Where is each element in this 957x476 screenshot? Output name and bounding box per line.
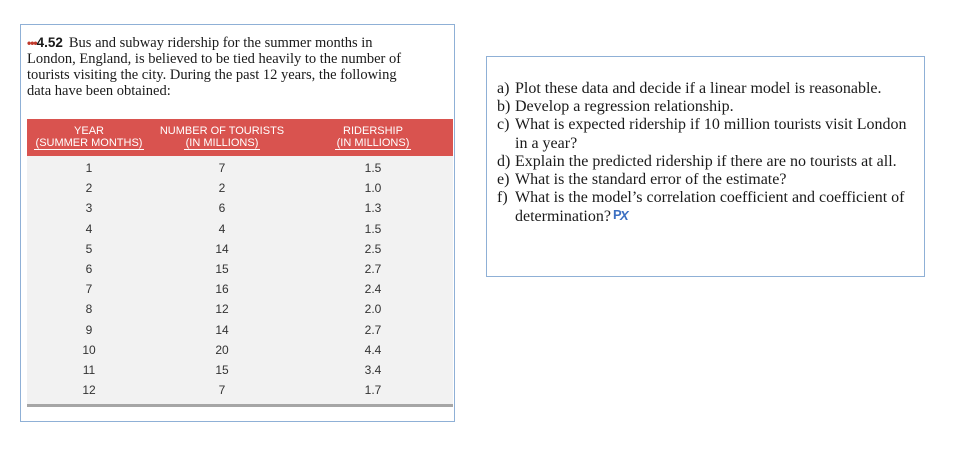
ridership-cell: 4.4 [364, 342, 382, 357]
year-cell: 7 [85, 282, 93, 297]
ridership-table [27, 119, 453, 407]
ridership-cell: 2.7 [364, 262, 382, 277]
table-row [27, 360, 453, 380]
problem-line: Bus and subway ridership for the summer months in [68, 35, 373, 51]
problem-line: data have been obtained: [27, 83, 171, 99]
ridership-cell: 1.5 [364, 221, 382, 236]
questions-card [486, 56, 925, 277]
tourists-cell: 15 [215, 362, 229, 377]
ridership-cell: 1.5 [364, 161, 382, 176]
tourists-cell: 7 [218, 161, 226, 176]
problem-number: 4.52 [36, 35, 63, 50]
table-row [27, 320, 453, 340]
question-item [497, 171, 917, 189]
tourists-cell: 2 [218, 181, 226, 196]
year-cell: 11 [82, 362, 96, 377]
question-item [497, 116, 917, 152]
tourists-cell: 20 [215, 342, 229, 357]
tourists-cell: 16 [215, 282, 229, 297]
year-cell: 6 [85, 262, 93, 277]
year-cell: 12 [82, 383, 96, 398]
problem-line: tourists visiting the city. During the past 12 years, the following [27, 67, 397, 83]
question-item [497, 98, 917, 116]
year-cell: 10 [82, 342, 96, 357]
ridership-cell: 2.7 [364, 322, 382, 337]
year-cell: 5 [85, 241, 93, 256]
question-item [497, 80, 917, 98]
question-text: Plot these data and decide if a linear model is reasonable. [515, 80, 882, 97]
ridership-cell: 2.4 [364, 282, 382, 297]
ridership-cell: 2.5 [364, 241, 382, 256]
header-ridership: RIDERSHIP (IN MILLIONS) [336, 125, 410, 149]
tourists-cell: 4 [218, 221, 226, 236]
difficulty-dots: ••• [27, 36, 37, 50]
table-row [27, 239, 453, 259]
table-body [27, 156, 453, 407]
year-cell: 4 [85, 221, 93, 236]
question-text: Explain the predicted ridership if there are no tourists at all. [515, 152, 897, 170]
question-text: What is the standard error of the estimate? [515, 171, 787, 189]
ridership-cell: 1.7 [364, 383, 382, 398]
problem-line: London, England, is believed to be tied heavily to the number of [27, 51, 402, 67]
question-label: b) [497, 98, 511, 116]
table-row [27, 340, 453, 360]
ridership-cell: 3.4 [364, 362, 382, 377]
tourists-cell: 14 [215, 322, 229, 337]
header-year: YEAR (SUMMER MONTHS) [35, 125, 143, 149]
question-label: a) [497, 80, 510, 97]
svg-text:P: P [612, 207, 622, 222]
tourists-cell: 7 [218, 383, 226, 398]
year-cell: 9 [85, 322, 93, 337]
question-label: e) [497, 171, 510, 189]
table-row [27, 380, 453, 400]
question-label: c) [497, 116, 510, 134]
ridership-cell: 1.3 [364, 201, 382, 216]
px-logo-icon [613, 207, 631, 225]
table-row [27, 158, 453, 178]
table-row [27, 178, 453, 198]
table-row [27, 219, 453, 239]
tourists-cell: 12 [215, 302, 229, 317]
tourists-cell: 14 [215, 241, 229, 256]
problem-statement [27, 35, 445, 99]
question-item [497, 189, 917, 226]
year-cell: 8 [85, 302, 93, 317]
year-cell: 3 [85, 201, 93, 216]
question-text: What is expected ridership if 10 million tourists visit London in a year? [515, 116, 907, 152]
question-label: f) [497, 189, 508, 207]
svg-text:X: X [619, 208, 629, 222]
tourists-cell: 6 [218, 201, 226, 216]
question-item [497, 153, 917, 171]
question-list [497, 80, 917, 227]
table-header [27, 119, 453, 156]
ridership-cell: 2.0 [364, 302, 382, 317]
ridership-cell: 1.0 [364, 181, 382, 196]
tourists-cell: 15 [215, 262, 229, 277]
header-tourists: NUMBER OF TOURISTS (IN MILLIONS) [159, 125, 285, 149]
table-row [27, 198, 453, 218]
question-text: Develop a regression relationship. [515, 98, 734, 116]
px-logo-icon [613, 207, 631, 221]
year-cell: 1 [85, 161, 93, 176]
table-row [27, 259, 453, 279]
year-cell: 2 [85, 181, 93, 196]
question-label: d) [497, 152, 511, 170]
question-text: What is the model’s correlation coefficient and coefficient of determination? [515, 189, 905, 226]
table-row [27, 299, 453, 319]
problem-card [20, 24, 455, 422]
table-row [27, 279, 453, 299]
